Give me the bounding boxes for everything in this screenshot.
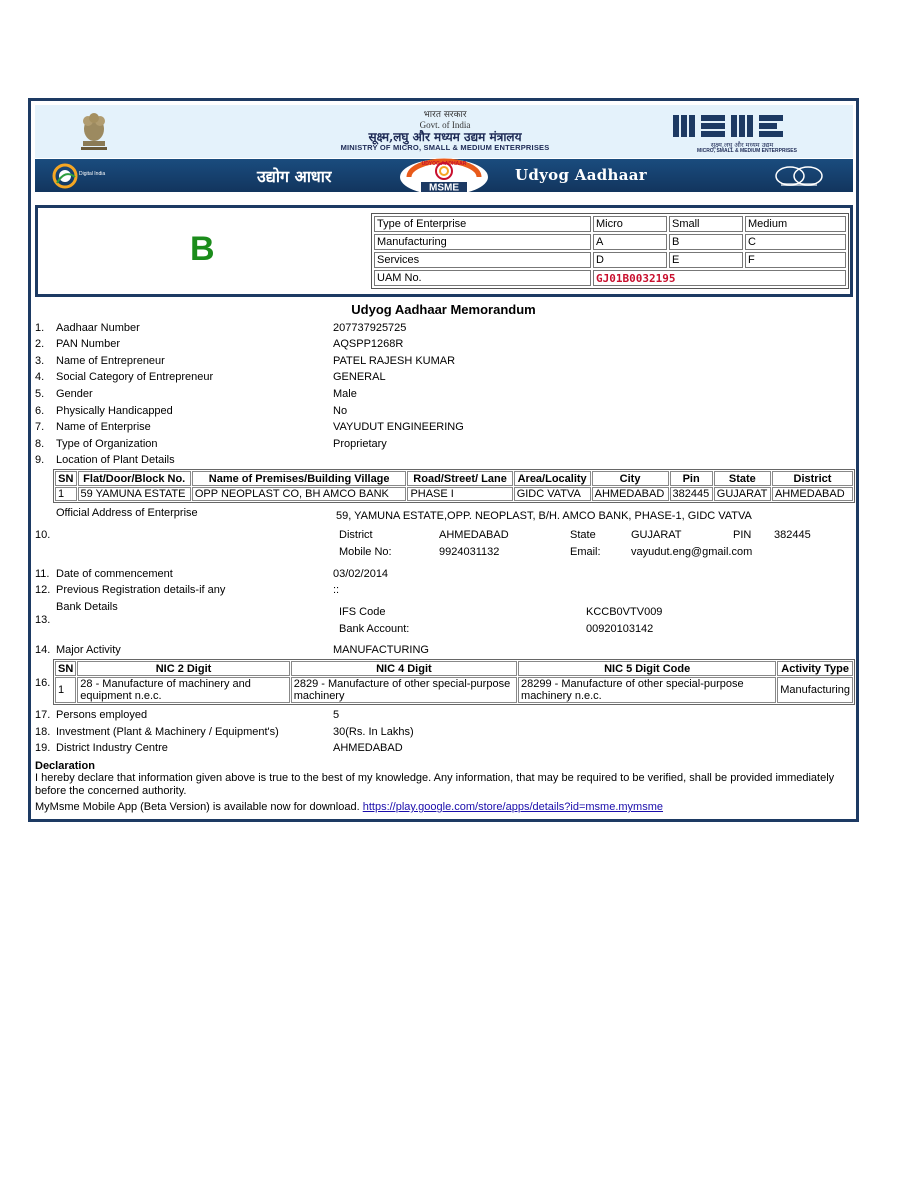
msme-english-text: MICRO, SMALL & MEDIUM ENTERPRISES [697, 148, 797, 154]
row-value: Male [333, 388, 357, 400]
msme-hindi-text: सूक्ष्म,लघु और मध्यम उद्यम [710, 141, 774, 149]
gov-english: Govt. of India [419, 120, 471, 131]
plant-header-cell: District [772, 471, 853, 486]
plant-cell: 1 [55, 487, 77, 501]
plant-cell: GUJARAT [714, 487, 771, 501]
nic-header-cell: Activity Type [777, 661, 853, 676]
row-number: 4. [35, 371, 45, 383]
row-value: Proprietary [333, 438, 387, 450]
row-label: Physically Handicapped [56, 405, 173, 417]
row-label: Major Activity [56, 644, 121, 656]
ministry-english: MINISTRY OF MICRO, SMALL & MEDIUM ENTERPRISES [340, 143, 550, 153]
category-letter: B [190, 230, 215, 268]
msme-logo [667, 113, 827, 153]
row-number: 17. [35, 709, 51, 721]
row-value: 03/02/2014 [333, 568, 389, 580]
app-download-line [35, 801, 663, 813]
app-download-text: MyMsme Mobile App (Beta Version) is available now for download. [35, 801, 360, 813]
nic-header-cell: NIC 4 Digit [291, 661, 517, 676]
row-label: Name of Entrepreneur [56, 355, 165, 367]
official-address-label: Official Address of Enterprise [56, 507, 198, 519]
plant-header-row [55, 471, 853, 486]
row-value: :: [333, 584, 340, 596]
row-value: MANUFACTURING [333, 644, 429, 656]
table-row [55, 677, 853, 703]
row-number: 10. [35, 529, 51, 541]
row-label: PAN Number [56, 338, 120, 350]
table-row [55, 487, 853, 501]
row-number: 8. [35, 438, 45, 450]
row-number: 14. [35, 644, 51, 656]
nic-cell: 28299 - Manufacture of other special-purpose machinery n.e.c. [518, 677, 776, 703]
district-value: AHMEDABAD [439, 529, 509, 541]
row-value: 30(Rs. In Lakhs) [333, 726, 414, 738]
row-value: AHMEDABAD [333, 742, 403, 754]
row-label: Gender [56, 388, 93, 400]
plant-header-cell: Pin [670, 471, 713, 486]
email-label: Email: [570, 546, 601, 558]
plant-cell: 59 YAMUNA ESTATE [78, 487, 191, 501]
manufacturing-row [374, 234, 846, 250]
type-cell: D [593, 252, 667, 268]
svg-text:UDYOG AADHAAR: UDYOG AADHAAR [421, 161, 467, 167]
row-label: Date of commencement [56, 568, 173, 580]
row-label: Location of Plant Details [56, 454, 175, 466]
udyog-aadhaar-seal-icon [399, 157, 489, 193]
enterprise-type-table [371, 213, 849, 289]
type-header-cell: Medium [745, 216, 846, 232]
azadi-logo-icon [773, 165, 825, 187]
msme-wordmark-icon [667, 113, 817, 139]
row-number: 11. [35, 568, 50, 580]
row-number: 7. [35, 421, 45, 433]
bank-account-label: Bank Account: [339, 623, 410, 635]
plant-header-cell: State [714, 471, 771, 486]
plant-location-table [53, 469, 855, 503]
state-label: State [570, 529, 596, 541]
plant-header-cell: SN [55, 471, 77, 486]
uam-number-cell [593, 270, 846, 286]
mobile-value: 9924031132 [439, 546, 500, 558]
mobile-label: Mobile No: [339, 546, 392, 558]
row-number: 5. [35, 388, 45, 400]
row-value: 5 [333, 709, 340, 721]
row-number: 12. [35, 584, 51, 596]
svg-text:MSME: MSME [429, 182, 459, 193]
enterprise-type-box [35, 205, 853, 297]
official-address-value: 59, YAMUNA ESTATE,OPP. NEOPLAST, B/H. AMCO BANK, PHASE-1, GIDC VATVA [336, 510, 752, 522]
memorandum-title: Udyog Aadhaar Memorandum [351, 302, 536, 317]
state-value: GUJARAT [631, 529, 682, 541]
uam-row [374, 270, 846, 286]
ministry-hindi: सूक्ष्म,लघु और मध्यम उद्यम मंत्रालय [368, 129, 522, 144]
nic-header-cell: SN [55, 661, 76, 676]
row-label: Name of Enterprise [56, 421, 151, 433]
ifs-label: IFS Code [339, 606, 386, 618]
plant-header-cell: Name of Premises/Building Village [192, 471, 407, 486]
row-label: District Industry Centre [56, 742, 168, 754]
type-header-cell: Small [669, 216, 743, 232]
plant-cell: AHMEDABAD [592, 487, 669, 501]
nic-cell: 2829 - Manufacture of other special-purpose machinery [291, 677, 517, 703]
type-cell: Manufacturing [374, 234, 591, 250]
nic-header-cell: NIC 5 Digit Code [518, 661, 776, 676]
row-number: 3. [35, 355, 45, 367]
uam-label: UAM No. [374, 270, 591, 286]
type-cell: F [745, 252, 846, 268]
declaration-text: I hereby declare that information given above is true to the best of my knowledge. Any information, that may be required to be verified, shall be provided immediately before the concerned authority. [35, 772, 835, 797]
pin-value: 382445 [774, 529, 811, 541]
plant-header-cell: Area/Locality [514, 471, 591, 486]
row-label: Previous Registration details-if any [56, 584, 226, 596]
row-label: Persons employed [56, 709, 148, 721]
udyog-aadhaar-hindi: उद्योग आधार [257, 167, 332, 186]
email-value: vayudut.eng@gmail.com [631, 546, 753, 558]
type-cell: C [745, 234, 846, 250]
udyog-aadhaar-english: Udyog Aadhaar [515, 166, 647, 184]
plant-cell: OPP NEOPLAST CO, BH AMCO BANK [192, 487, 407, 501]
row-label: Aadhaar Number [56, 322, 140, 334]
declaration-title: Declaration [35, 760, 95, 772]
services-row [374, 252, 846, 268]
row-number: 1. [35, 322, 45, 334]
nic-table [53, 659, 855, 705]
district-label: District [339, 529, 373, 541]
row-label: Social Category of Entrepreneur [56, 371, 214, 383]
type-cell: B [669, 234, 743, 250]
pin-label: PIN [733, 529, 752, 541]
row-number: 16. [35, 677, 51, 689]
row-label: Investment (Plant & Machinery / Equipment's) [56, 726, 279, 738]
type-header-cell: Type of Enterprise [374, 216, 591, 232]
nic-cell: Manufacturing [777, 677, 853, 703]
uam-number: GJ01B0032195 [596, 271, 676, 285]
row-label: Type of Organization [56, 438, 158, 450]
row-value: No [333, 405, 348, 417]
ministry-header [35, 105, 853, 158]
nic-header-cell: NIC 2 Digit [77, 661, 289, 676]
row-number: 13. [35, 614, 51, 626]
plant-cell: GIDC VATVA [514, 487, 591, 501]
type-cell: Services [374, 252, 591, 268]
row-value: GENERAL [333, 371, 386, 383]
nic-cell: 1 [55, 677, 76, 703]
nic-header-row [55, 661, 853, 676]
row-value: 207737925725 [333, 322, 407, 334]
row-number: 2. [35, 338, 45, 350]
row-value: PATEL RAJESH KUMAR [333, 355, 456, 367]
plant-header-cell: Road/Street/ Lane [407, 471, 512, 486]
plant-header-cell: Flat/Door/Block No. [78, 471, 191, 486]
play-store-link[interactable]: https://play.google.com/store/apps/details?id=msme.mymsme [362, 801, 664, 813]
type-cell: A [593, 234, 667, 250]
type-header-cell: Micro [593, 216, 667, 232]
type-cell: E [669, 252, 743, 268]
bank-details-label: Bank Details [56, 601, 118, 613]
bank-account-value: 00920103142 [586, 623, 654, 635]
type-header-row [374, 216, 846, 232]
row-value: VAYUDUT ENGINEERING [333, 421, 464, 433]
row-value: AQSPP1268R [333, 338, 404, 350]
udyog-aadhaar-certificate [28, 98, 859, 822]
government-title-block [215, 110, 675, 153]
plant-cell: AHMEDABAD [772, 487, 853, 501]
national-emblem-icon [69, 111, 119, 151]
row-number: 19. [35, 742, 51, 754]
nic-cell: 28 - Manufacture of machinery and equipment n.e.c. [77, 677, 289, 703]
row-number: 9. [35, 454, 45, 466]
plant-header-cell: City [592, 471, 669, 486]
plant-cell: PHASE I [407, 487, 512, 501]
gov-hindi: भारत सरकार [423, 110, 467, 120]
udyog-aadhaar-banner [35, 159, 853, 192]
plant-cell: 382445 [670, 487, 713, 501]
row-number: 6. [35, 405, 45, 417]
digital-india-text: Digital India [79, 171, 106, 177]
row-number: 18. [35, 726, 51, 738]
ifs-value: KCCB0VTV009 [586, 606, 663, 618]
